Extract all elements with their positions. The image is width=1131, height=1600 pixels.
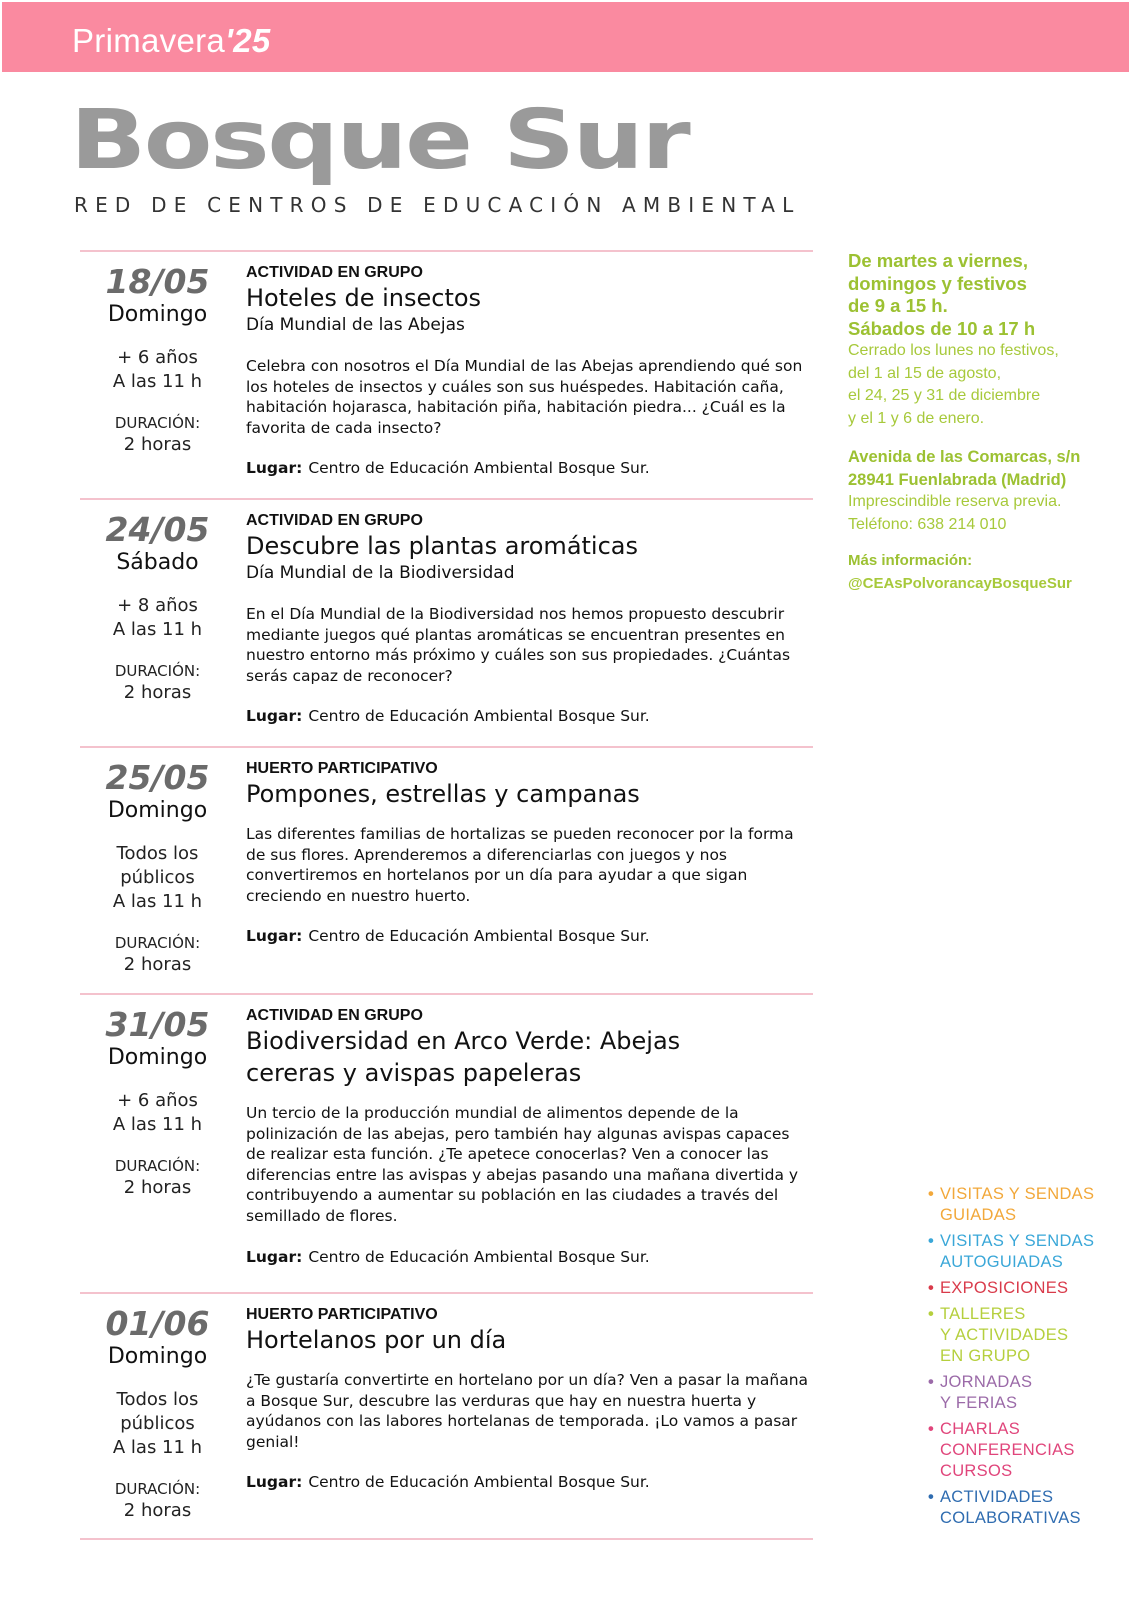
activity-legend [928,1184,1118,1534]
place-value: Centro de Educación Ambiental Bosque Sur. [308,459,650,478]
closed-line: y el 1 y 6 de enero. [848,409,985,427]
place-label: Lugar: [246,459,303,478]
more-info-label: Más información: [848,552,973,569]
brand-title: Bosque Sur [70,93,689,188]
event-info [246,1294,813,1492]
hours-line: de 9 a 15 h. [848,295,948,316]
bullet-icon: • [928,1185,934,1203]
legend-item [928,1419,1118,1482]
event-category: ACTIVIDAD EN GRUPO [246,1007,423,1024]
event-date-column [80,1294,235,1522]
closed-line: del 1 al 15 de agosto, [848,364,1002,382]
place-value: Centro de Educación Ambiental Bosque Sur. [308,927,650,946]
event-time: A las 11 h [112,1114,203,1135]
more-info [848,550,1118,595]
legend-item [928,1487,1118,1529]
event-audience: Todos los públicos [116,843,199,888]
event-title: Pompones, estrellas y campanas [246,780,640,808]
top-banner [2,2,1129,72]
duration-label: DURACIÓN: [114,662,201,680]
legend-label: ACTIVIDADES COLABORATIVAS [940,1488,1081,1527]
event-place [246,1247,813,1267]
event-item [80,993,813,1266]
event-place [246,926,813,946]
event-duration: 2 horas [123,1500,192,1521]
event-weekday: Sábado [116,550,199,575]
legend-item [928,1231,1118,1273]
event-title: Hoteles de insectos [246,284,482,312]
event-weekday: Domingo [107,1045,208,1070]
event-date: 24/05 [105,510,210,549]
event-item [80,746,813,975]
duration-label: DURACIÓN: [114,1480,201,1498]
place-value: Centro de Educación Ambiental Bosque Sur. [308,707,650,726]
event-duration: 2 horas [123,434,192,455]
bullet-icon: • [928,1373,934,1391]
event-duration: 2 horas [123,954,192,975]
bullet-icon: • [928,1488,934,1506]
place-value: Centro de Educación Ambiental Bosque Sur. [308,1247,650,1266]
address-line: 28941 Fuenlabrada (Madrid) [848,470,1067,489]
event-date-column [80,500,235,704]
event-category: ACTIVIDAD EN GRUPO [246,512,423,529]
event-subtitle: Día Mundial de las Abejas [246,315,465,335]
event-date: 01/06 [105,1304,210,1343]
legend-label: VISITAS Y SENDAS AUTOGUIADAS [940,1232,1095,1271]
event-date: 25/05 [105,758,210,797]
legend-label: TALLERES Y ACTIVIDADES EN GRUPO [940,1305,1069,1365]
event-time: A las 11 h [112,371,203,392]
bullet-icon: • [928,1232,934,1250]
legend-item [928,1184,1118,1226]
duration-label: DURACIÓN: [114,934,201,952]
event-subtitle: Día Mundial de la Biodiversidad [246,563,515,583]
bottom-divider [80,1538,813,1540]
event-place [246,706,813,726]
event-time: A las 11 h [112,891,203,912]
social-handle[interactable]: @CEAsPolvorancayBosqueSur [848,574,1072,592]
legend-item [928,1304,1118,1367]
event-time: A las 11 h [112,1437,203,1458]
event-weekday: Domingo [107,798,208,823]
closed-line: Cerrado los lunes no festivos, [848,342,1059,359]
place-label: Lugar: [246,1473,303,1492]
event-description: Celebra con nosotros el Día Mundial de las Abejas aprendiendo qué son los hoteles de insectos y cuáles son sus huéspedes. Habitación caña, habitación hojarasca, habitación piña, habitación piedra... ¿Cuál es la favorita de cada insecto? [246,357,803,437]
event-audience: + 6 años [117,1090,198,1111]
event-duration: 2 horas [123,1177,192,1198]
season-year: '25 [225,22,271,59]
event-audience: + 8 años [117,595,198,616]
event-category: HUERTO PARTICIPATIVO [246,760,438,777]
booking-note: Imprescindible reserva previa. [848,493,1062,510]
place-label: Lugar: [246,707,303,726]
event-description: Un tercio de la producción mundial de alimentos depende de la polinización de las abejas, pero también hay algunas avispas capaces de realizar esta función. ¿Te apetece conocerlas? Ven a conocer las diferencias entre las avispas y abejas pasando una mañana divertida y contribuyendo a aumentar su población en las ciudades a través del semillado de flores. [246,1104,799,1225]
event-info [246,252,813,478]
legend-label: JORNADAS Y FERIAS [940,1373,1033,1412]
closed-line: el 24, 25 y 31 de diciembre [848,387,1041,404]
season-name: Primavera [72,22,226,59]
event-title: Biodiversidad en Arco Verde: Abejas cereras y avispas papeleras [246,1027,681,1087]
event-description: ¿Te gustaría convertirte en hortelano por un día? Ven a pasar la mañana a Bosque Sur, descubre las verduras que hay en nuestra huerta y ayúdanos con las labores hortelanas de temporada. ¡Lo vamos a pasar genial! [246,1371,809,1451]
place-label: Lugar: [246,1247,303,1266]
address-block [848,446,1118,536]
hours-line: De martes a viernes, [848,250,1028,271]
bullet-icon: • [928,1420,934,1438]
legend-item [928,1372,1118,1414]
event-description: En el Día Mundial de la Biodiversidad nos hemos propuesto descubrir mediante juegos qué plantas aromáticas se encuentran presentes en nuestro entorno más próximo y cuáles son sus propiedades. ¿Cuántas serás capaz de reconocer? [246,605,791,685]
event-time: A las 11 h [112,619,203,640]
event-date-column [80,748,235,976]
event-info [246,995,813,1267]
event-date: 18/05 [105,262,210,301]
event-item [80,250,813,478]
event-category: ACTIVIDAD EN GRUPO [246,264,423,281]
legend-label: EXPOSICIONES [940,1279,1069,1297]
hours-line: domingos y festivos [848,272,1027,294]
event-place [246,1472,813,1492]
event-weekday: Domingo [107,302,208,327]
place-value: Centro de Educación Ambiental Bosque Sur. [308,1473,650,1492]
legend-label: VISITAS Y SENDAS GUIADAS [940,1185,1095,1224]
season-label [72,22,271,60]
event-item [80,498,813,726]
event-info [246,500,813,726]
place-label: Lugar: [246,927,303,946]
event-title: Descubre las plantas aromáticas [246,532,639,560]
event-description: Las diferentes familias de hortalizas se pueden reconocer por la forma de sus flores. Aprenderemos a diferenciarlas con juegos y nos convertiremos en hortelanos por un día para ayudar a que sigan creciendo en nuestro huerto. [246,825,794,905]
event-date-column [80,252,235,456]
event-place [246,458,813,478]
address-line: Avenida de las Comarcas, s/n [848,448,1081,466]
legend-label: CHARLAS CONFERENCIAS CURSOS [940,1420,1075,1480]
duration-label: DURACIÓN: [114,414,201,432]
event-duration: 2 horas [123,682,192,703]
phone-number: Teléfono: 638 214 010 [848,515,1007,533]
center-info [848,250,1118,595]
event-title: Hortelanos por un día [246,1326,507,1354]
event-weekday: Domingo [107,1344,208,1369]
event-audience: + 6 años [117,347,198,368]
event-info [246,748,813,946]
brand-subtitle: RED DE CENTROS DE EDUCACIÓN AMBIENTAL [74,193,801,217]
event-audience: Todos los públicos [116,1389,199,1434]
hours-line: Sábados de 10 a 17 h [848,317,1036,339]
event-date: 31/05 [105,1005,210,1044]
bullet-icon: • [928,1305,934,1323]
legend-item [928,1278,1118,1299]
event-category: HUERTO PARTICIPATIVO [246,1306,438,1323]
duration-label: DURACIÓN: [114,1157,201,1175]
bullet-icon: • [928,1279,934,1297]
event-item [80,1292,813,1521]
event-date-column [80,995,235,1199]
